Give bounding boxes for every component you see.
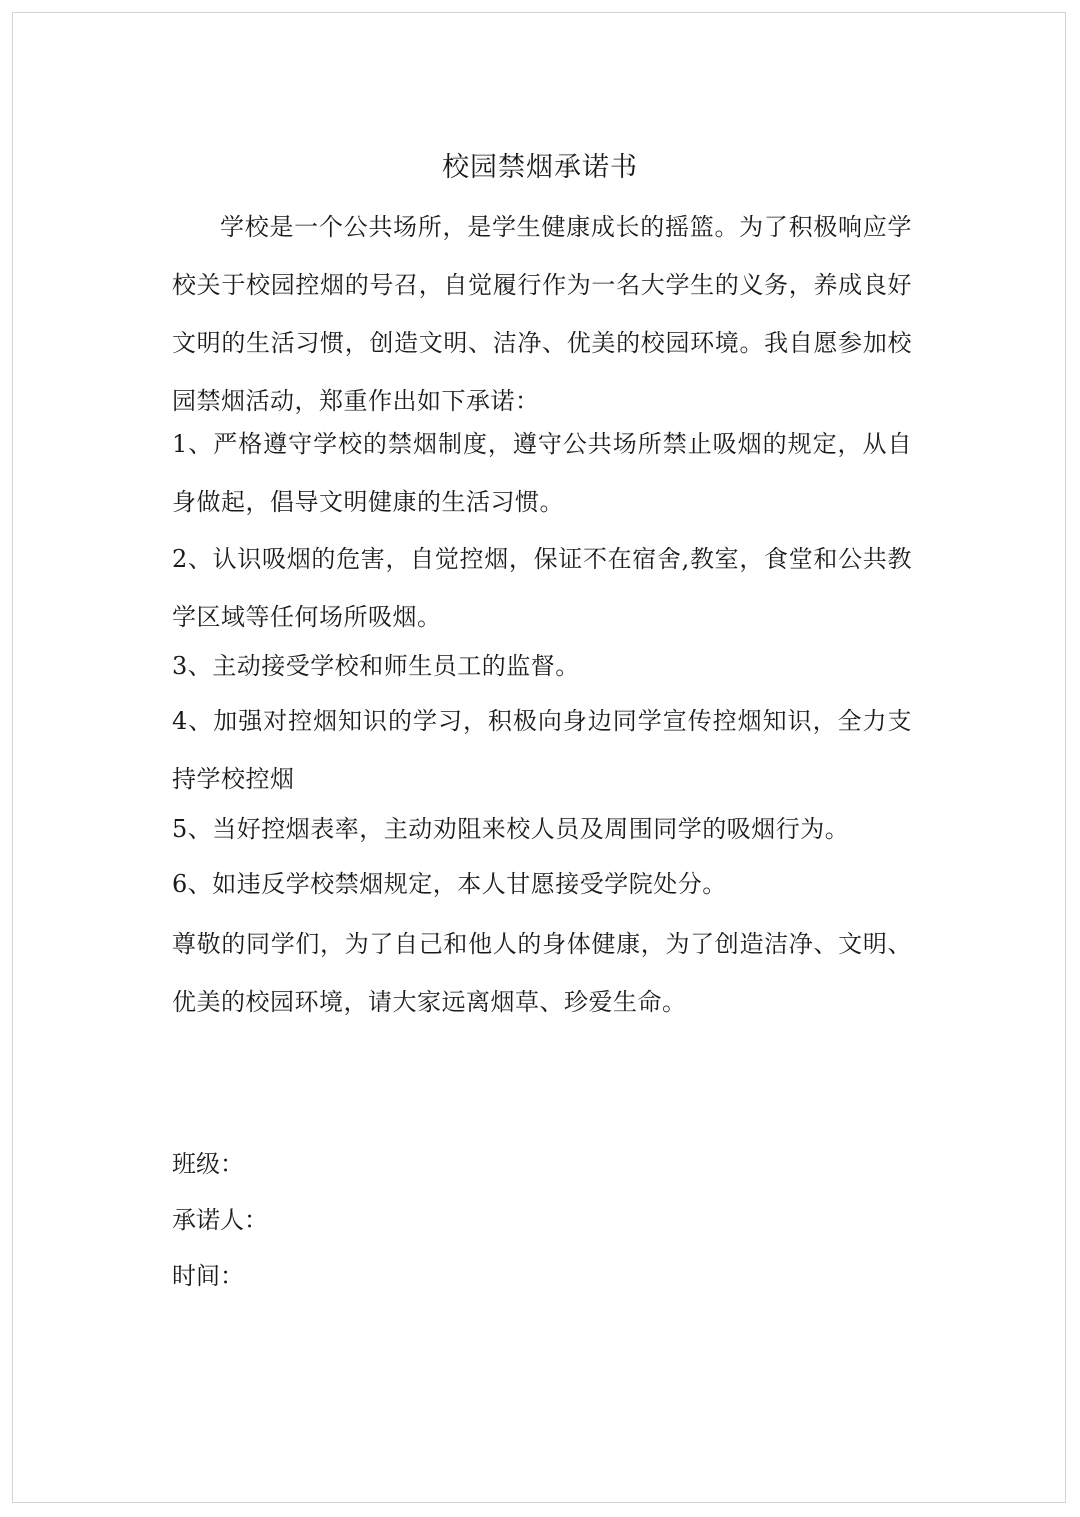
pledger-label: 承诺人： bbox=[172, 1206, 268, 1234]
pledge-item-1: 1、严格遵守学校的禁烟制度，遵守公共场所禁止吸烟的规定，从自身做起，倡导文明健康的生活习惯。 bbox=[172, 430, 912, 516]
date-label: 时间： bbox=[172, 1262, 244, 1290]
pledge-item-6: 6、如违反学校禁烟规定，本人甘愿接受学院处分。 bbox=[172, 870, 727, 898]
pledge-item-2: 2、认识吸烟的危害，自觉控烟，保证不在宿舍,教室，食堂和公共教学区域等任何场所吸烟。 bbox=[172, 545, 912, 631]
closing-paragraph: 尊敬的同学们，为了自己和他人的身体健康，为了创造洁净、文明、优美的校园环境，请大家远离烟草、珍爱生命。 bbox=[172, 930, 912, 1016]
pledge-item-3: 3、主动接受学校和师生员工的监督。 bbox=[172, 652, 580, 680]
pledge-item-5: 5、当好控烟表率，主动劝阻来校人员及周围同学的吸烟行为。 bbox=[172, 815, 850, 843]
pledge-item-4: 4、加强对控烟知识的学习，积极向身边同学宣传控烟知识，全力支持学校控烟 bbox=[172, 707, 912, 793]
class-label: 班级： bbox=[172, 1150, 244, 1178]
intro-paragraph: 学校是一个公共场所，是学生健康成长的摇篮。为了积极响应学校关于校园控烟的号召，自觉履行作为一名大学生的义务，养成良好文明的生活习惯，创造文明、洁净、优美的校园环境。我自愿参加校园禁烟活动，郑重作出如下承诺： bbox=[172, 213, 912, 415]
document-title: 校园禁烟承诺书 bbox=[442, 152, 638, 183]
